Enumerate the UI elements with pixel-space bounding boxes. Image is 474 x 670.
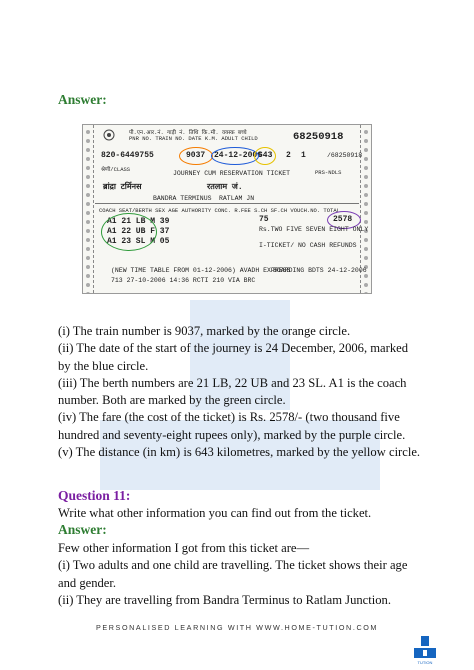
from-station-hindi: ब्रांद्रा टर्मिनस — [103, 183, 142, 192]
ticket-perforation-left — [83, 125, 94, 293]
answer-line: number. Both are marked by the green circle. — [58, 393, 286, 408]
distance-km: 643 — [258, 151, 273, 160]
ticket-top-codes: पी.एन.आर.नं. गाड़ी नं. तिथि कि.मी. वयस्क बच्चे — [129, 129, 247, 136]
blue-circle-marker — [211, 147, 259, 165]
ticket-right-code: PRS-NDLS — [315, 169, 342, 176]
timetable-note: (NEW TIME TABLE FROM 01-12-2006) AVADH EXPRESS — [111, 267, 291, 274]
fare-in-words: Rs.TWO FIVE SEVEN EIGHT ONLY — [259, 226, 369, 233]
answer-heading: Answer: — [58, 92, 107, 107]
answer2-line: Few other information I got from this ticket are— — [58, 541, 310, 555]
train-number: 9037 — [186, 151, 206, 160]
boarding-info: BOARDING BDTS 24-12-2006 — [273, 267, 367, 274]
orange-circle-marker — [179, 147, 213, 165]
question-text — [58, 505, 458, 522]
answer2-line: (ii) They are travelling from Bandra Terminus to Ratlam Junction. — [58, 592, 392, 607]
answer-line: (v) The distance (in km) is 643 kilometres, marked by the yellow circle. — [58, 445, 421, 460]
answer2-heading: Answer: — [58, 522, 107, 537]
question-heading: Question 11: — [58, 488, 131, 503]
green-circle-marker — [101, 213, 157, 251]
adult-count: 2 — [286, 151, 291, 160]
ticket-title: JOURNEY CUM RESERVATION TICKET — [173, 170, 291, 177]
passenger-row-1: A1 21 LB M 39 — [107, 217, 170, 226]
ticket-divider — [95, 203, 359, 204]
answer-line: hundred and seventy-eight rupees only), marked by the purple circle. — [58, 427, 406, 442]
answer2-list — [58, 540, 458, 609]
ticket-serial: /68250918 — [327, 152, 363, 159]
journey-date: 24-12-2006 — [214, 151, 263, 160]
to-station: RATLAM JN — [219, 195, 255, 202]
answer-line: (iv) The fare (the cost of the ticket) is Rs. 2578/- (two thousand five — [58, 410, 400, 425]
question-line: Write what other information you can find out from the ticket. — [58, 506, 372, 520]
railway-emblem-icon — [103, 129, 115, 141]
railway-ticket-image — [82, 124, 372, 294]
page-footer: PERSONALISED LEARNING WITH WWW.HOME-TUTION.COM — [95, 623, 379, 632]
ticket-number: 68250918 — [293, 131, 344, 143]
iticket-note: I-TICKET/ NO CASH REFUNDS — [259, 242, 357, 249]
ticket-class: श्रेणी/CLASS — [101, 166, 131, 173]
ticket-fare: 2578 — [333, 215, 353, 224]
pnr-number: 820-6449755 — [101, 151, 154, 160]
logo-caption: TUTION — [417, 660, 433, 665]
ticket-column-header: COACH SEAT/BERTH SEX AGE AUTHORITY CONC. R.FEE S.CH SF.CH VOUCH.NO. TOTAL — [99, 207, 340, 214]
from-station: BANDRA TERMINUS — [153, 195, 212, 202]
answer-line: by the blue circle. — [58, 358, 149, 373]
answer-line: (ii) The date of the start of the journey is 24 December, 2006, marked — [58, 341, 409, 356]
answer-line: (iii) The berth numbers are 21 LB, 22 UB and 23 SL. A1 is the coach — [58, 375, 407, 390]
reservation-fee: 75 — [259, 215, 269, 224]
ticket-top-header: PNR NO. TRAIN NO. DATE K.M. ADULT CHILD — [129, 135, 258, 142]
answer2-line: (i) Two adults and one child are travelling. The ticket shows their age — [58, 558, 408, 573]
answer-line: (i) The train number is 9037, marked by the orange circle. — [58, 324, 351, 338]
answer2-line: and gender. — [58, 575, 117, 590]
issue-info: 713 27-10-2006 14:36 RCTI 210 VIA BRC — [111, 277, 256, 284]
to-station-hindi: रतलाम जं. — [207, 183, 243, 192]
passenger-row-3: A1 23 SL M 05 — [107, 237, 170, 246]
passenger-row-2: A1 22 UB F 37 — [107, 227, 170, 236]
child-count: 1 — [301, 151, 306, 160]
yellow-circle-marker — [254, 147, 276, 165]
home-tution-logo-icon — [412, 636, 438, 662]
answer-list — [58, 323, 458, 461]
